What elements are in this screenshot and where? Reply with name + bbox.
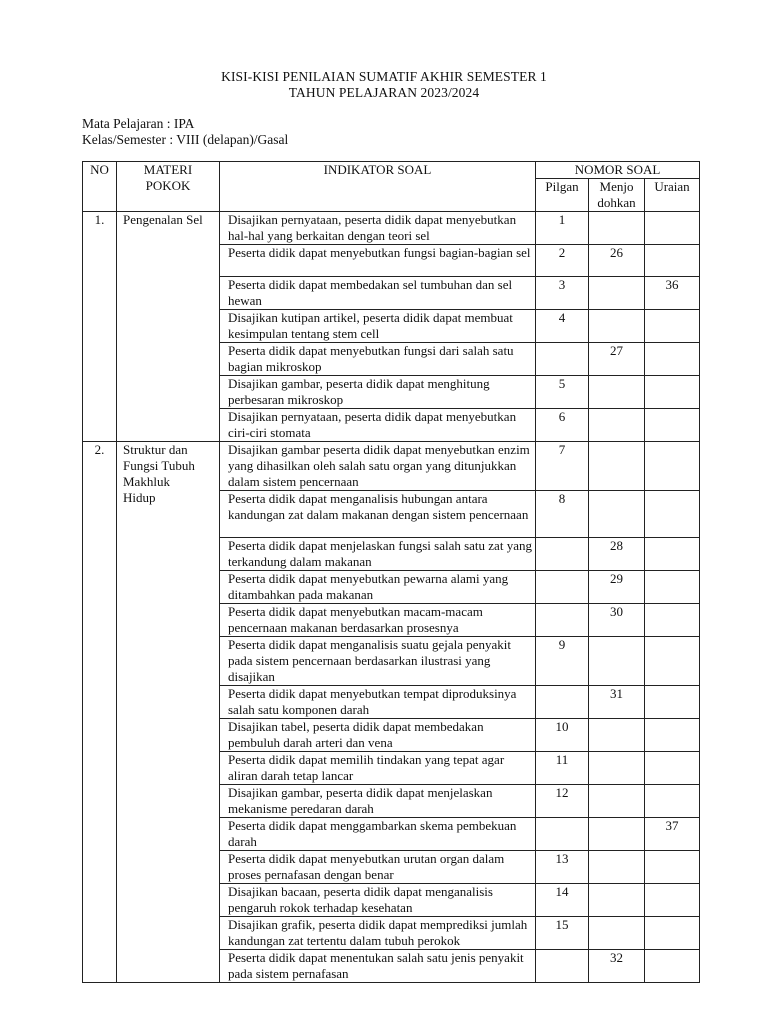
cell-menjodohkan	[589, 818, 645, 851]
cell-uraian	[645, 409, 700, 442]
cell-menjodohkan: 31	[589, 686, 645, 719]
cell-menjodohkan	[589, 785, 645, 818]
cell-uraian	[645, 571, 700, 604]
cell-menjodohkan	[589, 884, 645, 917]
document-title: KISI-KISI PENILAIAN SUMATIF AKHIR SEMESTER 1	[221, 69, 547, 84]
cell-menjodohkan	[589, 277, 645, 310]
cell-indikator: Disajikan gambar, peserta didik dapat menjelaskan mekanisme peredaran darah	[220, 785, 536, 818]
header-uraian: Uraian	[645, 179, 700, 212]
cell-pilgan: 11	[536, 752, 589, 785]
cell-menjodohkan	[589, 376, 645, 409]
cell-pilgan: 15	[536, 917, 589, 950]
cell-uraian	[645, 785, 700, 818]
cell-indikator: Peserta didik dapat memilih tindakan yang tepat agar aliran darah tetap lancar	[220, 752, 536, 785]
cell-no: 1.	[83, 212, 117, 442]
header-menjo-line1: Menjo	[599, 179, 634, 194]
cell-indikator: Peserta didik dapat menganalisis hubungan antara kandungan zat dalam makanan dengan sistem pencernaan	[220, 491, 536, 538]
cell-indikator: Disajikan grafik, peserta didik dapat memprediksi jumlah kandungan zat tertentu dalam tubuh perokok	[220, 917, 536, 950]
cell-pilgan: 12	[536, 785, 589, 818]
cell-indikator: Peserta didik dapat menganalisis suatu gejala penyakit pada sistem pencernaan berdasarkan ilustrasi yang disajikan	[220, 637, 536, 686]
cell-menjodohkan: 29	[589, 571, 645, 604]
cell-uraian	[645, 245, 700, 277]
cell-pilgan: 4	[536, 310, 589, 343]
cell-indikator: Peserta didik dapat menentukan salah satu jenis penyakit pada sistem pernafasan	[220, 950, 536, 983]
cell-menjodohkan	[589, 212, 645, 245]
kisi-kisi-table	[82, 161, 700, 983]
cell-uraian: 36	[645, 277, 700, 310]
cell-indikator: Peserta didik dapat menggambarkan skema pembekuan darah	[220, 818, 536, 851]
cell-pilgan: 5	[536, 376, 589, 409]
header-indikator-soal: INDIKATOR SOAL	[220, 162, 536, 212]
cell-indikator: Peserta didik dapat menyebutkan urutan organ dalam proses pernafasan dengan benar	[220, 851, 536, 884]
cell-uraian: 37	[645, 818, 700, 851]
cell-menjodohkan: 28	[589, 538, 645, 571]
cell-pilgan: 14	[536, 884, 589, 917]
cell-uraian	[645, 538, 700, 571]
cell-uraian	[645, 604, 700, 637]
table-row	[83, 212, 700, 245]
cell-pilgan	[536, 950, 589, 983]
subject-line: Mata Pelajaran : IPA	[82, 116, 195, 131]
cell-pilgan: 2	[536, 245, 589, 277]
cell-uraian	[645, 917, 700, 950]
cell-indikator: Disajikan bacaan, peserta didik dapat menganalisis pengaruh rokok terhadap kesehatan	[220, 884, 536, 917]
header-nomor-soal: NOMOR SOAL	[536, 162, 700, 179]
cell-pilgan: 13	[536, 851, 589, 884]
cell-uraian	[645, 950, 700, 983]
cell-indikator: Peserta didik dapat menyebutkan pewarna alami yang ditambahkan pada makanan	[220, 571, 536, 604]
cell-menjodohkan	[589, 491, 645, 538]
table-body	[83, 212, 700, 983]
cell-menjodohkan: 26	[589, 245, 645, 277]
cell-indikator: Disajikan tabel, peserta didik dapat membedakan pembuluh darah arteri dan vena	[220, 719, 536, 752]
cell-uraian	[645, 752, 700, 785]
cell-pilgan: 1	[536, 212, 589, 245]
cell-uraian	[645, 343, 700, 376]
cell-indikator: Peserta didik dapat menyebutkan macam-macam pencernaan makanan berdasarkan prosesnya	[220, 604, 536, 637]
cell-uraian	[645, 884, 700, 917]
cell-pilgan: 3	[536, 277, 589, 310]
cell-pilgan	[536, 818, 589, 851]
cell-menjodohkan: 27	[589, 343, 645, 376]
cell-pilgan: 7	[536, 442, 589, 491]
cell-uraian	[645, 637, 700, 686]
cell-pilgan	[536, 571, 589, 604]
cell-uraian	[645, 376, 700, 409]
cell-pilgan	[536, 343, 589, 376]
cell-uraian	[645, 442, 700, 491]
cell-menjodohkan	[589, 409, 645, 442]
cell-uraian	[645, 212, 700, 245]
cell-materi-pokok: Pengenalan Sel	[117, 212, 220, 442]
cell-uraian	[645, 686, 700, 719]
header-menjo-line2: dohkan	[597, 195, 636, 210]
cell-menjodohkan	[589, 719, 645, 752]
cell-menjodohkan: 30	[589, 604, 645, 637]
table-header	[83, 162, 700, 212]
cell-menjodohkan: 32	[589, 950, 645, 983]
header-materi-pokok	[117, 162, 220, 212]
cell-pilgan	[536, 538, 589, 571]
cell-uraian	[645, 719, 700, 752]
document-subtitle: TAHUN PELAJARAN 2023/2024	[288, 85, 480, 100]
cell-indikator: Disajikan pernyataan, peserta didik dapat menyebutkan hal-hal yang berkaitan dengan teori sel	[220, 212, 536, 245]
cell-pilgan: 10	[536, 719, 589, 752]
cell-pilgan	[536, 686, 589, 719]
cell-menjodohkan	[589, 442, 645, 491]
table-row	[83, 442, 700, 491]
cell-menjodohkan	[589, 752, 645, 785]
cell-menjodohkan	[589, 917, 645, 950]
cell-indikator: Peserta didik dapat menyebutkan fungsi dari salah satu bagian mikroskop	[220, 343, 536, 376]
cell-indikator: Peserta didik dapat membedakan sel tumbuhan dan sel hewan	[220, 277, 536, 310]
cell-indikator: Peserta didik dapat menjelaskan fungsi salah satu zat yang terkandung dalam makanan	[220, 538, 536, 571]
cell-pilgan	[536, 604, 589, 637]
cell-pilgan: 8	[536, 491, 589, 538]
header-materi-line2: POKOK	[145, 178, 191, 193]
cell-pilgan: 6	[536, 409, 589, 442]
cell-menjodohkan	[589, 637, 645, 686]
cell-menjodohkan	[589, 310, 645, 343]
header-materi-line1: MATERI	[143, 162, 193, 177]
header-pilgan: Pilgan	[536, 179, 589, 212]
cell-menjodohkan	[589, 851, 645, 884]
cell-indikator: Disajikan kutipan artikel, peserta didik dapat membuat kesimpulan tentang stem cell	[220, 310, 536, 343]
cell-pilgan: 9	[536, 637, 589, 686]
class-line: Kelas/Semester : VIII (delapan)/Gasal	[82, 132, 289, 147]
cell-indikator: Disajikan gambar peserta didik dapat menyebutkan enzim yang dihasilkan oleh salah satu organ yang ditunjukkan dalam sistem pencernaan	[220, 442, 536, 491]
cell-uraian	[645, 310, 700, 343]
cell-no: 2.	[83, 442, 117, 983]
cell-uraian	[645, 491, 700, 538]
cell-uraian	[645, 851, 700, 884]
cell-indikator: Disajikan gambar, peserta didik dapat menghitung perbesaran mikroskop	[220, 376, 536, 409]
cell-indikator: Disajikan pernyataan, peserta didik dapat menyebutkan ciri-ciri stomata	[220, 409, 536, 442]
cell-materi-pokok: Struktur dan Fungsi Tubuh Makhluk Hidup	[117, 442, 220, 983]
header-menjodohkan	[589, 179, 645, 212]
cell-indikator: Peserta didik dapat menyebutkan tempat diproduksinya salah satu komponen darah	[220, 686, 536, 719]
header-no: NO	[83, 162, 117, 212]
cell-indikator: Peserta didik dapat menyebutkan fungsi bagian-bagian sel	[220, 245, 536, 277]
